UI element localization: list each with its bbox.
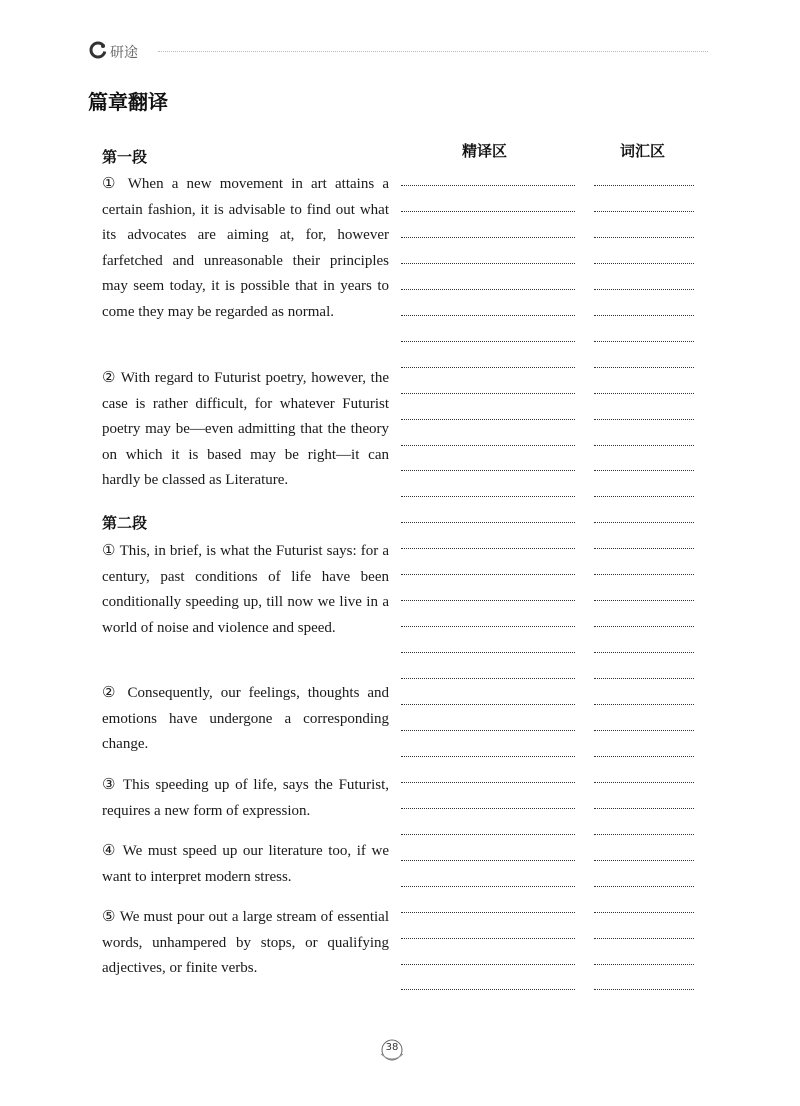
paragraph-2-sentence-4: ④ We must speed up our literature too, if we want to interpret modern stress. bbox=[102, 843, 389, 885]
paragraph-2-sentence-2: ② Consequently, our feelings, thoughts and emotions have undergone a corresponding change. bbox=[102, 685, 389, 752]
vocabulary-line[interactable] bbox=[594, 548, 694, 549]
paragraph-2-sentence-1: ① This, in brief, is what the Futurist says: for a century, past conditions of life have been conditionally speeding up, till now we live in a world of noise and violence and speed. bbox=[102, 543, 389, 636]
section-title: 篇章翻译 bbox=[88, 90, 168, 114]
vocabulary-line[interactable] bbox=[594, 419, 694, 420]
translation-line[interactable] bbox=[401, 470, 575, 471]
translation-line[interactable] bbox=[401, 574, 575, 575]
translation-line[interactable] bbox=[401, 263, 575, 264]
translation-line[interactable] bbox=[401, 964, 575, 965]
translation-line[interactable] bbox=[401, 522, 575, 523]
paragraph-1-heading: 第一段 bbox=[102, 148, 148, 166]
vocabulary-line[interactable] bbox=[594, 808, 694, 809]
paragraph-2-heading: 第二段 bbox=[102, 514, 148, 532]
header-divider bbox=[158, 51, 708, 52]
yantu-logo-icon bbox=[88, 40, 108, 60]
vocabulary-line[interactable] bbox=[594, 782, 694, 783]
vocabulary-line[interactable] bbox=[594, 834, 694, 835]
translation-line[interactable] bbox=[401, 237, 575, 238]
vocabulary-line[interactable] bbox=[594, 730, 694, 731]
vocabulary-line[interactable] bbox=[594, 289, 694, 290]
vocabulary-line[interactable] bbox=[594, 185, 694, 186]
brand-name: 研途 bbox=[110, 45, 138, 61]
translation-line[interactable] bbox=[401, 704, 575, 705]
translation-line[interactable] bbox=[401, 393, 575, 394]
translation-line[interactable] bbox=[401, 912, 575, 913]
page-footer bbox=[378, 1038, 406, 1062]
paragraph-2-sentence-3: ③ This speeding up of life, says the Futurist, requires a new form of expression. bbox=[102, 777, 389, 819]
vocabulary-column-header: 词汇区 bbox=[620, 142, 666, 160]
translation-line[interactable] bbox=[401, 289, 575, 290]
vocabulary-line[interactable] bbox=[594, 860, 694, 861]
translation-line[interactable] bbox=[401, 782, 575, 783]
translation-line[interactable] bbox=[401, 886, 575, 887]
translation-line[interactable] bbox=[401, 860, 575, 861]
translation-line[interactable] bbox=[401, 652, 575, 653]
vocabulary-line[interactable] bbox=[594, 211, 694, 212]
translation-line[interactable] bbox=[401, 548, 575, 549]
paragraph-2-sentence-5: ⑤ We must pour out a large stream of essential words, unhampered by stops, or qualifying adjectives, or finite verbs. bbox=[102, 909, 389, 976]
vocabulary-line[interactable] bbox=[594, 315, 694, 316]
page-number: 38 bbox=[385, 1042, 399, 1053]
vocabulary-line[interactable] bbox=[594, 938, 694, 939]
vocabulary-line[interactable] bbox=[594, 626, 694, 627]
vocabulary-line[interactable] bbox=[594, 600, 694, 601]
paragraph-1-sentence-1: ① When a new movement in art attains a certain fashion, it is advisable to find out what its advocates are aiming at, for, however farfetched and unreasonable their principles may seem today, it is possible that in years to come they may be regarded as normal. bbox=[102, 176, 389, 320]
translation-line[interactable] bbox=[401, 315, 575, 316]
translation-line[interactable] bbox=[401, 756, 575, 757]
translation-line[interactable] bbox=[401, 367, 575, 368]
vocabulary-line[interactable] bbox=[594, 445, 694, 446]
vocabulary-line[interactable] bbox=[594, 756, 694, 757]
vocabulary-line[interactable] bbox=[594, 652, 694, 653]
translation-column-header: 精译区 bbox=[462, 142, 508, 160]
vocabulary-line[interactable] bbox=[594, 886, 694, 887]
translation-line[interactable] bbox=[401, 989, 575, 990]
vocabulary-line[interactable] bbox=[594, 470, 694, 471]
translation-line[interactable] bbox=[401, 730, 575, 731]
translation-line[interactable] bbox=[401, 185, 575, 186]
translation-line[interactable] bbox=[401, 419, 575, 420]
translation-line[interactable] bbox=[401, 938, 575, 939]
vocabulary-line[interactable] bbox=[594, 263, 694, 264]
vocabulary-line[interactable] bbox=[594, 989, 694, 990]
vocabulary-line[interactable] bbox=[594, 341, 694, 342]
vocabulary-line[interactable] bbox=[594, 912, 694, 913]
vocabulary-line[interactable] bbox=[594, 237, 694, 238]
page-header bbox=[88, 40, 708, 64]
vocabulary-line[interactable] bbox=[594, 496, 694, 497]
translation-line[interactable] bbox=[401, 445, 575, 446]
vocabulary-line[interactable] bbox=[594, 393, 694, 394]
translation-line[interactable] bbox=[401, 600, 575, 601]
translation-line[interactable] bbox=[401, 834, 575, 835]
vocabulary-line[interactable] bbox=[594, 367, 694, 368]
translation-line[interactable] bbox=[401, 211, 575, 212]
vocabulary-line[interactable] bbox=[594, 574, 694, 575]
vocabulary-line[interactable] bbox=[594, 522, 694, 523]
translation-line[interactable] bbox=[401, 341, 575, 342]
translation-line[interactable] bbox=[401, 496, 575, 497]
vocabulary-line[interactable] bbox=[594, 704, 694, 705]
vocabulary-line[interactable] bbox=[594, 964, 694, 965]
translation-line[interactable] bbox=[401, 626, 575, 627]
translation-line[interactable] bbox=[401, 678, 575, 679]
paragraph-1-sentence-2: ② With regard to Futurist poetry, however, the case is rather difficult, for whatever Futurist poetry may be—even admitting that the theory on which it is based may be right—it can hardly be classed as Literature. bbox=[102, 370, 389, 488]
translation-line[interactable] bbox=[401, 808, 575, 809]
vocabulary-line[interactable] bbox=[594, 678, 694, 679]
